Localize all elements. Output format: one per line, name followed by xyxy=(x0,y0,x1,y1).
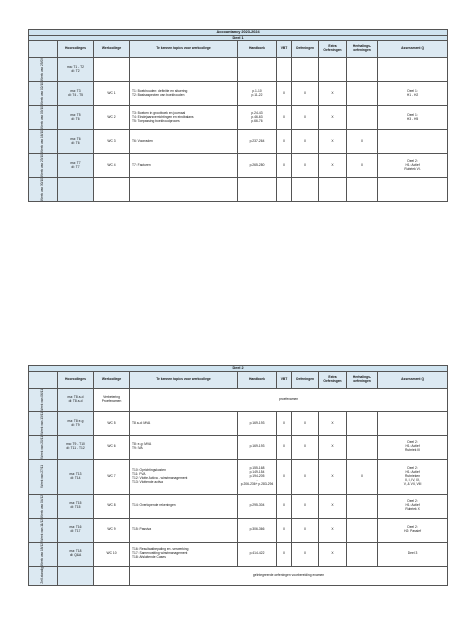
table-row xyxy=(29,566,448,585)
cell-line: T16: Resultaatbepaling en -verwerking xyxy=(132,547,189,552)
lectures-cell xyxy=(58,436,94,460)
cell-line: II, I, IV, IX, xyxy=(405,477,421,482)
lectures-cell xyxy=(58,542,94,566)
cell-line: di: T6 xyxy=(71,140,80,145)
week-label: Week van 13/11 xyxy=(40,412,45,436)
topics-cell xyxy=(130,154,238,178)
header-assessment: Assessment Q xyxy=(378,41,448,58)
header-repeat-exercises: Herhalings-oefeningen xyxy=(347,371,378,388)
assessment-cell xyxy=(378,178,448,202)
cell-line: di: T4 - T5 xyxy=(68,92,83,97)
cell-line: H2: Passief xyxy=(404,529,421,534)
herh-mark xyxy=(347,178,378,202)
extra-mark: X xyxy=(319,130,347,154)
schedule-table-part2 xyxy=(28,365,448,586)
herh-mark xyxy=(347,82,378,106)
week-cell xyxy=(29,154,58,178)
topics-cell xyxy=(130,106,238,130)
herh-mark xyxy=(347,106,378,130)
table-row xyxy=(29,412,448,436)
cell-line: ma: T13 xyxy=(69,471,82,476)
header-extra-exercises: Extra Oefeningen xyxy=(319,41,347,58)
header-exercises: Oefeningen xyxy=(292,41,319,58)
cell-line: ma: T7 xyxy=(70,160,81,165)
cell-line: Deel 1: xyxy=(407,88,418,93)
week-label: Week van 06/11 xyxy=(40,388,45,412)
week-cell xyxy=(29,542,58,566)
table-row xyxy=(29,388,448,412)
vbt-mark: X xyxy=(277,130,292,154)
oef-mark: X xyxy=(292,130,319,154)
week-cell xyxy=(29,388,58,412)
header-vbt: VBT xyxy=(277,371,292,388)
cell-line: p.206-236+ p.283-294 xyxy=(240,481,274,486)
header-repeat-exercises: Herhalings-oefeningen xyxy=(347,41,378,58)
cell-line: p.265-280 xyxy=(249,162,265,167)
cell-line: p.66-76 xyxy=(251,118,263,123)
cell-line: ma: T8 a-d xyxy=(67,394,84,399)
schedule-table-part1 xyxy=(28,29,448,202)
cell-line: di: T9 xyxy=(71,422,80,427)
vbt-mark: X xyxy=(277,82,292,106)
week-cell xyxy=(29,106,58,130)
header-workshop: Werkcollege xyxy=(94,41,130,58)
cell-line: p.149-154 xyxy=(249,469,265,474)
cell-line: ma: T5 xyxy=(70,112,81,117)
extra-mark: X xyxy=(319,518,347,542)
cell-line: T11: FVA xyxy=(132,471,146,476)
cell-line: p.306-366 xyxy=(249,527,265,532)
assessment-cell xyxy=(378,518,448,542)
cell-line: ma: T16 xyxy=(69,525,82,530)
oef-mark: X xyxy=(292,542,319,566)
extra-mark: X xyxy=(319,412,347,436)
extra-mark xyxy=(319,58,347,82)
week-label: Week van 09/10 xyxy=(40,106,45,130)
cell-line: T8: e-g: MVA xyxy=(132,442,152,447)
extra-mark: X xyxy=(319,436,347,460)
handbook-cell xyxy=(238,130,277,154)
cell-line: Rubriek VI. xyxy=(404,166,421,171)
cell-line: Rubriek X xyxy=(405,507,420,512)
cell-line: di: T7 xyxy=(71,164,80,169)
assessment-cell xyxy=(378,106,448,130)
merged-note-cell: proefexamen xyxy=(130,388,448,412)
assessment-cell xyxy=(378,154,448,178)
cell-line: Deel 3 xyxy=(407,551,418,556)
lectures-cell xyxy=(58,106,94,130)
cell-line: Rubriek III xyxy=(405,448,421,453)
handbook-cell xyxy=(238,518,277,542)
cell-line: H1 - H2 xyxy=(406,92,419,97)
topics-cell xyxy=(130,494,238,518)
cell-line: T14: Overlopende rekeningen xyxy=(132,503,176,508)
lectures-cell xyxy=(58,58,94,82)
cell-line: Deel 2: xyxy=(407,499,418,504)
workshop-cell: WC 4 xyxy=(94,154,130,178)
assessment-cell xyxy=(378,82,448,106)
week-label: Week van 16/10 xyxy=(40,130,45,154)
week-cell xyxy=(29,82,58,106)
herh-mark xyxy=(347,494,378,518)
handbook-cell xyxy=(238,82,277,106)
week-label: Week van 18/12 xyxy=(40,542,45,566)
cell-line: T9: IVA xyxy=(132,446,143,451)
cell-line: di: T11 - T12 xyxy=(66,446,85,451)
vbt-mark xyxy=(277,178,292,202)
table-row xyxy=(29,82,448,106)
header-handbook: Handboek xyxy=(238,41,277,58)
topics-cell xyxy=(130,542,238,566)
week-label: Week van 11/12 xyxy=(40,518,45,542)
vbt-mark: X xyxy=(277,436,292,460)
table-row xyxy=(29,518,448,542)
cell-line: Rubrieken xyxy=(405,473,421,478)
header-week xyxy=(29,371,58,388)
assessment-cell xyxy=(378,412,448,436)
cell-line: di: T15 xyxy=(70,505,81,510)
cell-line: Deel 2: xyxy=(407,158,418,163)
week-cell xyxy=(29,459,58,494)
table-row xyxy=(29,436,448,460)
assessment-cell xyxy=(378,459,448,494)
extra-mark: X xyxy=(319,106,347,130)
workshop-cell: WC 6 xyxy=(94,436,130,460)
header-vbt: VBT xyxy=(277,41,292,58)
vbt-mark: X xyxy=(277,494,292,518)
table-row xyxy=(29,130,448,154)
extra-mark: X xyxy=(319,82,347,106)
table-row xyxy=(29,58,448,82)
herh-mark xyxy=(347,436,378,460)
cell-line: p.46-63 xyxy=(251,114,263,119)
cell-line: ma: T9 - T10 xyxy=(66,442,85,447)
oef-mark: X xyxy=(292,459,319,494)
herh-mark xyxy=(347,518,378,542)
vbt-mark: X xyxy=(277,106,292,130)
herh-mark: X xyxy=(347,130,378,154)
oef-mark: X xyxy=(292,518,319,542)
cell-line: H1: Actief xyxy=(405,503,420,508)
handbook-cell xyxy=(238,459,277,494)
lectures-cell xyxy=(58,388,94,412)
workshop-cell: WC 2 xyxy=(94,106,130,130)
header-lectures: Hoorcolleges xyxy=(58,41,94,58)
cell-line: ma: T1 - T2 xyxy=(67,64,84,69)
table-row xyxy=(29,106,448,130)
week-label: Week van 02/10 xyxy=(40,82,45,106)
cell-line: di: T6 xyxy=(71,116,80,121)
table-row xyxy=(29,459,448,494)
cell-line: di: T14 xyxy=(70,475,81,480)
cell-line: T10: Oprichtingskosten xyxy=(132,467,166,472)
topics-cell xyxy=(130,518,238,542)
extra-mark: X xyxy=(319,542,347,566)
assessment-cell xyxy=(378,436,448,460)
oef-mark: X xyxy=(292,436,319,460)
cell-line: V, & VII, VIII xyxy=(403,481,422,486)
cell-line: p.24-43 xyxy=(251,110,263,115)
oef-mark: X xyxy=(292,154,319,178)
cell-line: di: T2 xyxy=(71,68,80,73)
cell-line: p.169-193 xyxy=(249,444,265,449)
cell-line: T6: Voorraden xyxy=(132,138,153,143)
workshop-cell xyxy=(94,58,130,82)
cell-line: di: T17 xyxy=(70,529,81,534)
merged-note-cell: geïntegreerde oefeningen voorbereiding examen xyxy=(130,566,448,585)
cell-line: ma: T8 e-g xyxy=(67,418,84,423)
vbt-mark: X xyxy=(277,518,292,542)
lectures-cell xyxy=(58,518,94,542)
lectures-cell xyxy=(58,154,94,178)
header-handbook: Handboek xyxy=(238,371,277,388)
topics-cell xyxy=(130,58,238,82)
cell-line: ma: T6 xyxy=(70,136,81,141)
cell-line: Deel 2: xyxy=(407,465,418,470)
herh-mark: X xyxy=(347,154,378,178)
header-topics: Te kennen topics voor werkcollege xyxy=(130,371,238,388)
cell-line: ma: T15 xyxy=(69,501,82,506)
cell-line: p.11-22 xyxy=(251,92,263,97)
workshop-cell: WC 5 xyxy=(94,412,130,436)
extra-mark: X xyxy=(319,154,347,178)
cell-line: H1: Actief xyxy=(405,444,420,449)
handbook-cell xyxy=(238,178,277,202)
extra-mark: X xyxy=(319,459,347,494)
assessment-cell xyxy=(378,130,448,154)
vbt-mark: X xyxy=(277,459,292,494)
handbook-cell xyxy=(238,494,277,518)
week-cell xyxy=(29,494,58,518)
week-label: Zelf-standig xyxy=(40,567,45,584)
header-workshop: Werkcollege xyxy=(94,371,130,388)
week-label: Week van 30/10 xyxy=(40,178,45,201)
oef-mark xyxy=(292,58,319,82)
cell-line: H1: Actief xyxy=(405,162,420,167)
week-cell xyxy=(29,130,58,154)
table-row xyxy=(29,494,448,518)
week-label: Week van 27/11 xyxy=(40,465,45,489)
cell-line: p.414-422 xyxy=(249,551,265,556)
cell-line: T5: Toepassing boekhoudproces xyxy=(132,118,180,123)
handbook-cell xyxy=(238,412,277,436)
topics-cell xyxy=(130,412,238,436)
cell-line: - xyxy=(256,477,258,482)
cell-line: p.169-193 xyxy=(249,420,265,425)
lectures-cell xyxy=(58,412,94,436)
handbook-cell xyxy=(238,58,277,82)
header-exercises: Oefeningen xyxy=(292,371,319,388)
lectures-cell xyxy=(58,178,94,202)
assessment-cell xyxy=(378,494,448,518)
cell-line: p.1-10 xyxy=(252,88,262,93)
week-cell xyxy=(29,58,58,82)
cell-line: T8 a-d: MVA xyxy=(132,420,151,425)
herh-mark xyxy=(347,542,378,566)
cell-line: p.295-304 xyxy=(249,503,265,508)
cell-line: T12: Vlotte Activa - winstmanagement xyxy=(132,475,188,480)
cell-line: T13: Vlottende activa xyxy=(132,479,163,484)
cell-line: di: T8 a-d xyxy=(68,398,83,403)
extra-mark xyxy=(319,178,347,202)
vbt-mark xyxy=(277,58,292,82)
cell-line: T4: Eindejaarsverrichtingen en eindbalans xyxy=(132,114,194,119)
cell-line: p.155-168 xyxy=(249,465,265,470)
herh-mark: X xyxy=(347,459,378,494)
vbt-mark: X xyxy=(277,412,292,436)
cell-line: ma: T18 xyxy=(69,549,82,554)
cell-line: Deel 2: xyxy=(407,525,418,530)
oef-mark xyxy=(292,178,319,202)
assessment-cell xyxy=(378,58,448,82)
header-topics: Te kennen topics voor werkcollege xyxy=(130,41,238,58)
extra-mark: X xyxy=(319,494,347,518)
herh-mark xyxy=(347,58,378,82)
header-assessment: Assessment Q xyxy=(378,371,448,388)
cell-line: T2: Basisaspecten van boekhouden xyxy=(132,92,185,97)
part2-title: Deel 2 xyxy=(29,366,448,372)
cell-line: H1: Actief xyxy=(405,469,420,474)
cell-line: T3: Boeken in grootboek en journaal xyxy=(132,110,186,115)
handbook-cell xyxy=(238,436,277,460)
header-lectures: Hoorcolleges xyxy=(58,371,94,388)
cell-line: T17: Samenvatting winstmanagement xyxy=(132,551,188,556)
week-cell xyxy=(29,518,58,542)
week-cell xyxy=(29,566,58,585)
topics-cell xyxy=(130,436,238,460)
oef-mark: X xyxy=(292,494,319,518)
week-label: Week van 25/09 xyxy=(40,58,45,82)
workshop-cell: WC 1 xyxy=(94,82,130,106)
week-cell xyxy=(29,436,58,460)
cell-line: H3 - H5 xyxy=(406,116,419,121)
vbt-mark: X xyxy=(277,154,292,178)
week-cell xyxy=(29,412,58,436)
oef-mark: X xyxy=(292,412,319,436)
week-cell xyxy=(29,178,58,202)
week-label: Week van 20/11 xyxy=(40,436,45,459)
lectures-cell xyxy=(58,494,94,518)
cell-line: T7: Facturen xyxy=(132,162,151,167)
cell-line: T15: Passiva xyxy=(132,527,152,532)
workshop-cell: WC 3 xyxy=(94,130,130,154)
table-row xyxy=(29,154,448,178)
vbt-mark: X xyxy=(277,542,292,566)
topics-cell xyxy=(130,459,238,494)
cell-line: p.237-264 xyxy=(249,138,265,143)
workshop-cell xyxy=(94,566,130,585)
handbook-cell xyxy=(238,106,277,130)
topics-cell xyxy=(130,130,238,154)
week-label: Week van 04/12 xyxy=(40,494,45,518)
assessment-cell xyxy=(378,542,448,566)
lectures-cell xyxy=(58,130,94,154)
header-extra-exercises: Extra Oefeningen xyxy=(319,371,347,388)
oef-mark: X xyxy=(292,106,319,130)
lectures-cell xyxy=(58,459,94,494)
oef-mark: X xyxy=(292,82,319,106)
cell-line: Deel 1: xyxy=(407,112,418,117)
workshop-cell: WC 9 xyxy=(94,518,130,542)
course-title: Accountancy 2023-2024 xyxy=(29,30,448,36)
cell-line: Deel 2: xyxy=(407,440,418,445)
header-week xyxy=(29,41,58,58)
cell-line: T18: Afsluitende Cases xyxy=(132,555,166,559)
topics-cell xyxy=(130,82,238,106)
cell-line: di: Q&A xyxy=(69,553,82,558)
workshop-cell: WC 7 xyxy=(94,459,130,494)
cell-line: p.194-205 xyxy=(249,473,265,478)
handbook-cell xyxy=(238,542,277,566)
table-row xyxy=(29,542,448,566)
table-row xyxy=(29,178,448,202)
workshop-cell: Verbetering Proefexamen xyxy=(94,388,130,412)
workshop-cell xyxy=(94,178,130,202)
week-label: Week van 23/10 xyxy=(40,154,45,178)
workshop-cell: WC 10 xyxy=(94,542,130,566)
cell-line: T1: Boekhouden: definitie en situering xyxy=(132,88,188,93)
lectures-cell xyxy=(58,566,94,585)
handbook-cell xyxy=(238,154,277,178)
lectures-cell xyxy=(58,82,94,106)
herh-mark xyxy=(347,412,378,436)
cell-line: ma: T3 xyxy=(70,88,81,93)
topics-cell xyxy=(130,178,238,202)
part1-title: Deel 1 xyxy=(29,35,448,41)
workshop-cell: WC 8 xyxy=(94,494,130,518)
